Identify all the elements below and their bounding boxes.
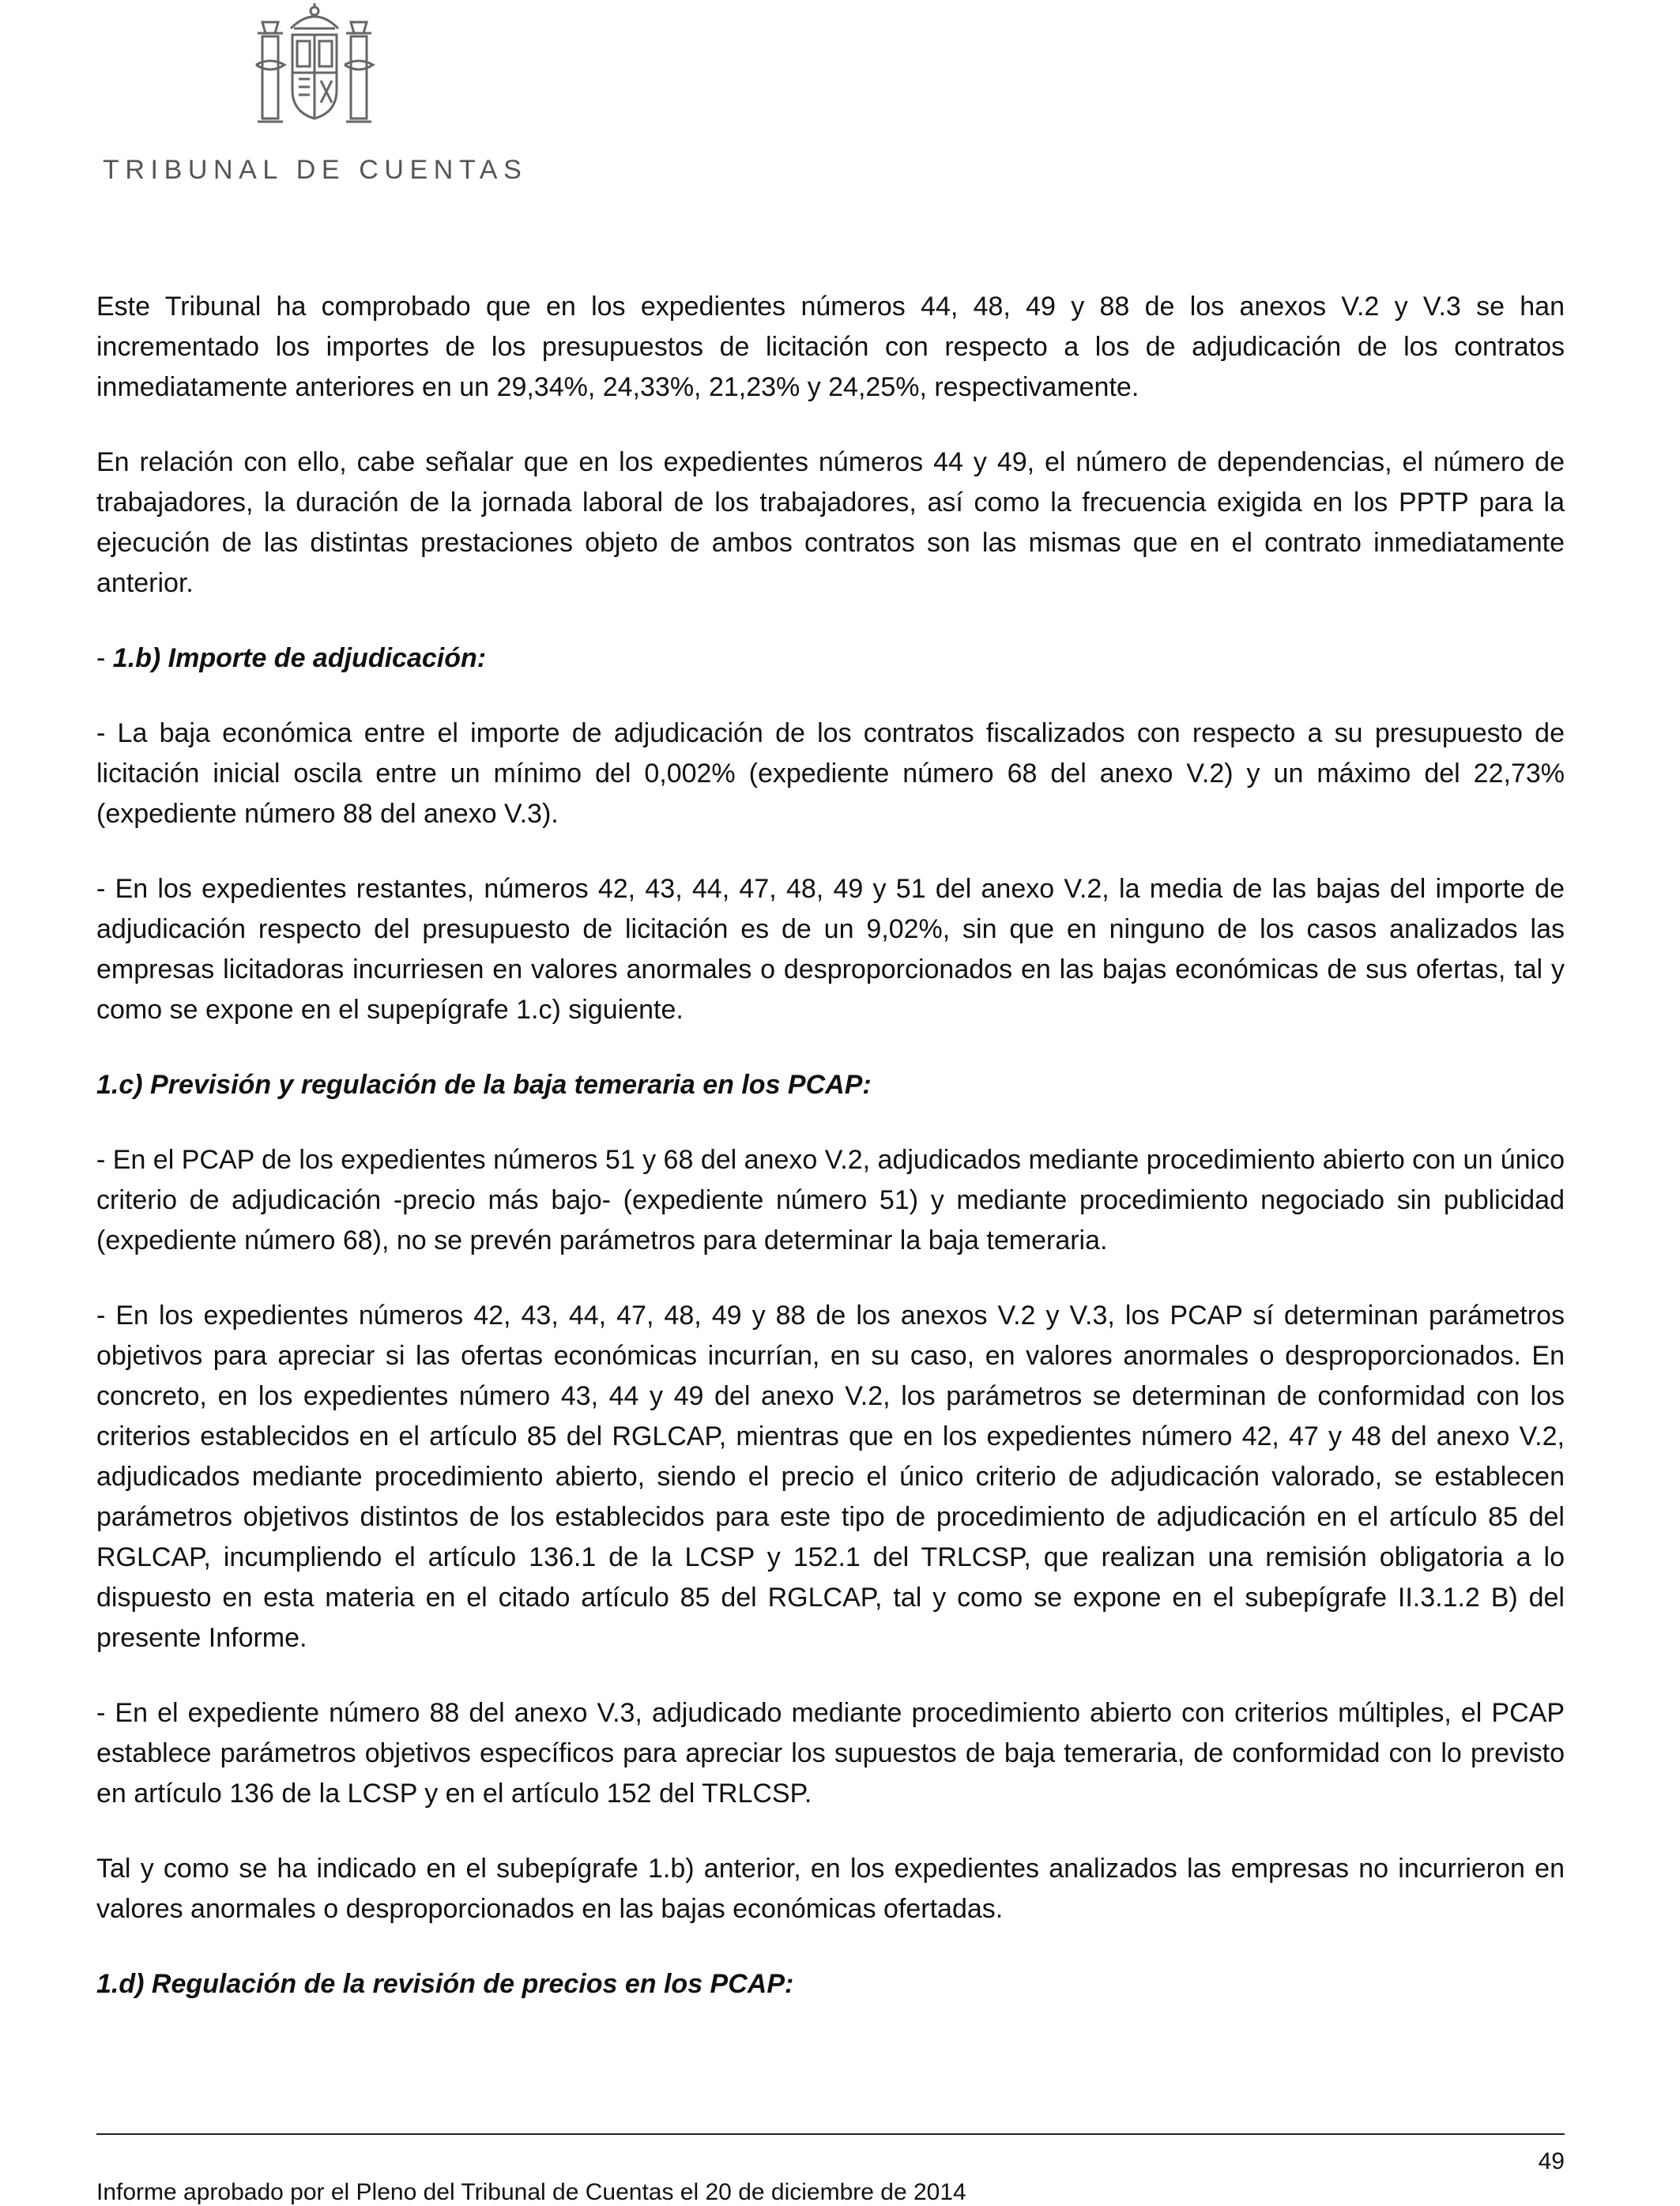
paragraph-pcap-88: - En el expediente número 88 del anexo V.3, adjudicado mediante procedimiento abierto con criterios múltiples, el PCAP establece parámetros objetivos específicos para apreciar los supuestos de baja temeraria, de conformidad con lo previsto en artículo 136 de la LCSP y en el artículo 152 del TRLCSP. (96, 1698, 1565, 1809)
paragraph-same-conditions: En relación con ello, cabe señalar que en los expedientes números 44 y 49, el número de dependencias, el número de trabajadores, la duración de la jornada laboral de los trabajadores, así como la frecuencia exigida en los PPTP para la ejecución de las distintas prestaciones objeto de ambos contratos son las mismas que en el contrato inmediatamente anterior. (96, 447, 1565, 598)
document-body (96, 287, 1565, 2039)
coat-of-arms-icon (251, 2, 378, 136)
section-heading-1c: 1.c) Previsión y regulación de la baja temeraria en los PCAP: (96, 1070, 872, 1100)
section-heading-1d: 1.d) Regulación de la revisión de precios en los PCAP: (96, 1969, 794, 1999)
footer-divider (96, 2133, 1565, 2135)
institution-name: TRIBUNAL DE CUENTAS (103, 155, 528, 185)
section-heading-1b (96, 638, 1565, 679)
footer-text: Informe aprobado por el Pleno del Tribunal de Cuentas el 20 de diciembre de 2014 (96, 2179, 966, 2205)
page-number: 49 (1538, 2148, 1565, 2174)
paragraph-pcap-51-68: - En el PCAP de los expedientes números 51 y 68 del anexo V.2, adjudicados mediante procedimiento abierto con un único criterio de adjudicación -precio más bajo- (expediente número 51) y mediante procedimiento negociado sin publicidad (expediente número 68), no se prevén parámetros para determinar la baja temeraria. (96, 1145, 1565, 1255)
paragraph-summary: Tal y como se ha indicado en el subepígrafe 1.b) anterior, en los expedientes analizados las empresas no incurrieron en valores anormales o desproporcionados en las bajas económicas ofertadas. (96, 1854, 1565, 1924)
paragraph-pcap-parameters: - En los expedientes números 42, 43, 44, 47, 48, 49 y 88 de los anexos V.2 y V.3, los PCAP sí determinan parámetros objetivos para apreciar si las ofertas económicas incurrían, en su caso, en valores anormales o desproporcionados. En concreto, en los expedientes número 43, 44 y 49 del anexo V.2, los parámetros se determinan de conformidad con los criterios establecidos en el artículo 85 del RGLCAP, mientras que en los expedientes número 42, 47 y 48 del anexo V.2, adjudicados mediante procedimiento abierto, siendo el precio el único criterio de adjudicación valorado, se establecen parámetros objetivos distintos de los establecidos para este tipo de procedimiento de adjudicación en el artículo 85 del RGLCAP, incumpliendo el artículo 136.1 de la LCSP y 152.1 del TRLCSP, que realizan una remisión obligatoria a lo dispuesto en esta materia en el citado artículo 85 del RGLCAP, tal y como se expone en el subepígrafe II.3.1.2 B) del presente Informe. (96, 1301, 1565, 1653)
paragraph-increments: Este Tribunal ha comprobado que en los expedientes números 44, 48, 49 y 88 de los anexos V.2 y V.3 se han incrementado los importes de los presupuestos de licitación con respecto a los de adjudicación de los contratos inmediatamente anteriores en un 29,34%, 24,33%, 21,23% y 24,25%, respectivamente. (96, 292, 1565, 402)
paragraph-economic-discount: - La baja económica entre el importe de adjudicación de los contratos fiscalizados con respecto a su presupuesto de licitación inicial oscila entre un mínimo del 0,002% (expediente número 68 del anexo V.2) y un máximo del 22,73% (expediente número 88 del anexo V.3). (96, 718, 1565, 829)
heading-dash: - (96, 643, 113, 673)
heading-1b-text: 1.b) Importe de adjudicación: (112, 643, 487, 673)
paragraph-remaining-files: - En los expedientes restantes, números 42, 43, 44, 47, 48, 49 y 51 del anexo V.2, la media de las bajas del importe de adjudicación respecto del presupuesto de licitación es de un 9,02%, sin que en ninguno de los casos analizados las empresas licitadoras incurriesen en valores anormales o desproporcionados en las bajas económicas de sus ofertas, tal y como se expone en el supepígrafe 1.c) siguiente. (96, 874, 1565, 1025)
page-header (103, 0, 545, 198)
